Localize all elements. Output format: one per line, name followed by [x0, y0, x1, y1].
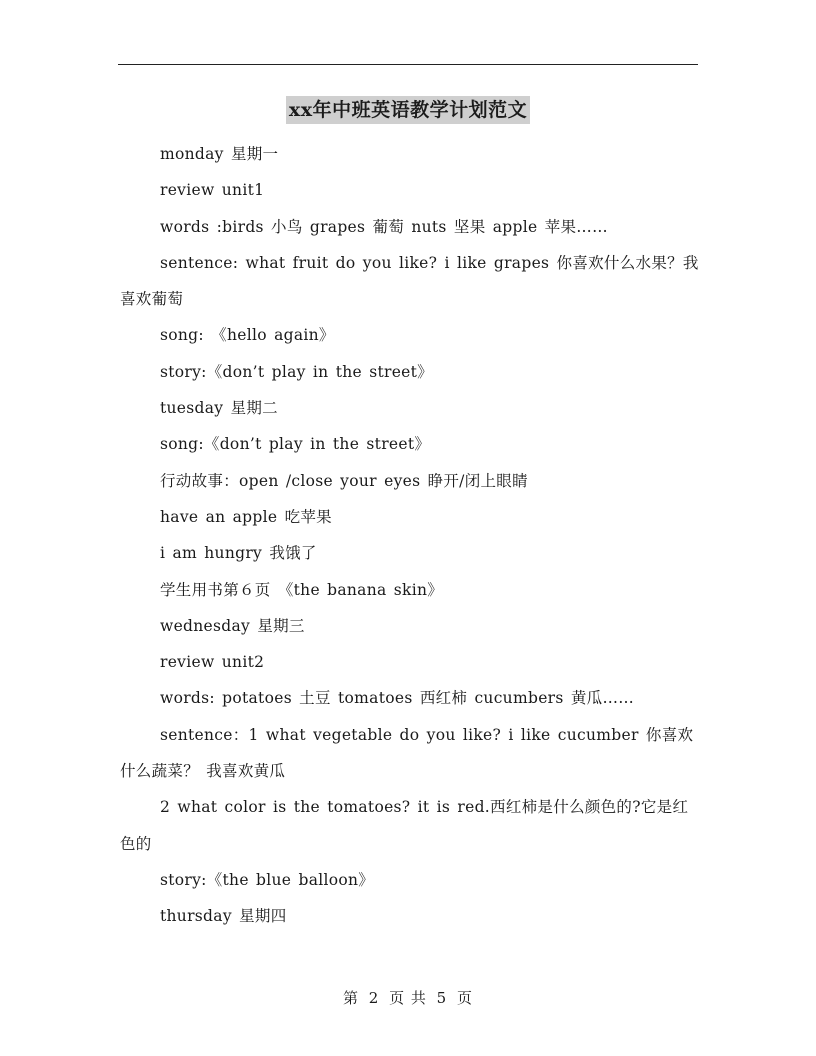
paragraph: have an apple 吃苹果: [160, 507, 332, 526]
footer-middle: 页 共: [389, 989, 427, 1007]
paragraph: sentence: what fruit do you like? i like grapes 你喜欢什么水果？我喜欢葡萄: [120, 253, 699, 309]
page-footer: [0, 988, 816, 1008]
paragraph: 2 what color is the tomatoes? it is red.西红柿是什么颜色的?它是红色的: [120, 798, 689, 853]
footer-suffix: 页: [457, 989, 474, 1007]
paragraph: tuesday 星期二: [160, 399, 278, 418]
paragraph: thursday 星期四: [160, 907, 287, 926]
paragraph: story:《don’t play in the street》: [160, 362, 433, 381]
paragraph: wednesday 星期三: [160, 616, 305, 635]
paragraph: song:《don’t play in the street》: [160, 435, 431, 454]
footer-page-number: 2: [368, 989, 380, 1007]
footer-prefix: 第: [342, 989, 359, 1007]
title-container: [0, 96, 816, 124]
footer-total-pages: 5: [436, 989, 448, 1007]
paragraph: 学生用书第６页 《the banana skin》: [160, 580, 444, 599]
document-title: xx年中班英语教学计划范文: [286, 96, 530, 124]
paragraph: words :birds 小鸟 grapes 葡萄 nuts 坚果 apple 苹果……: [160, 217, 608, 236]
paragraph: sentence：1 what vegetable do you like? i like cucumber 你喜欢什么蔬菜？ 我喜欢黄瓜: [120, 725, 694, 781]
paragraph: words: potatoes 土豆 tomatoes 西红柿 cucumbers 黄瓜……: [160, 689, 635, 708]
paragraph: review unit2: [160, 653, 265, 672]
paragraph: 行动故事：open /close your eyes 睁开/闭上眼睛: [160, 471, 528, 490]
document-body: [120, 136, 704, 935]
header-rule: [118, 64, 698, 65]
paragraph: review unit1: [160, 181, 265, 200]
paragraph: i am hungry 我饿了: [160, 544, 317, 563]
paragraph: story:《the blue balloon》: [160, 870, 375, 889]
paragraph: song: 《hello again》: [160, 326, 335, 345]
paragraph: monday 星期一: [160, 145, 279, 163]
